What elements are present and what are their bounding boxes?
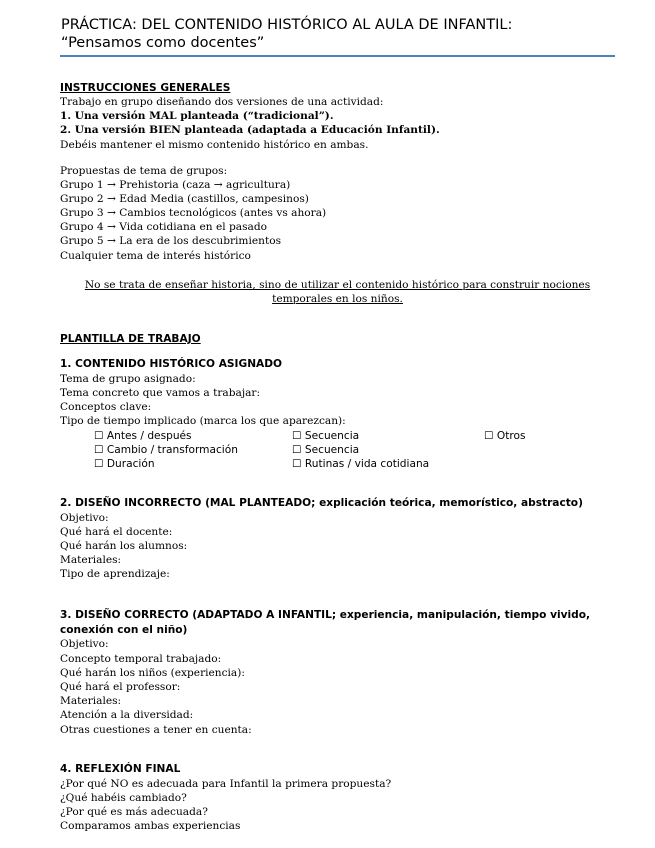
checkbox-cambio[interactable] [94, 443, 238, 457]
checkbox-label: Cambio / transformación [106, 444, 238, 456]
checkbox-label: Duración [106, 458, 155, 470]
section-1-field-group-topic: Tema de grupo asignado: [60, 373, 196, 385]
proposal-other: Cualquier tema de interés histórico [60, 250, 251, 262]
section-1-heading: 1. CONTENIDO HISTÓRICO ASIGNADO [60, 358, 283, 370]
checkbox-label: Otros [496, 430, 526, 442]
proposal-group-3: Grupo 3 → Cambios tecnológicos (antes vs ahora) [60, 207, 327, 219]
section-3-field-teacher: Qué hará el professor: [60, 681, 181, 693]
emphasis-note [60, 278, 615, 306]
proposals-heading: Propuestas de tema de grupos: [60, 165, 228, 177]
section-4-question-3: ¿Por qué es más adecuada? [60, 806, 208, 818]
document-title [61, 16, 512, 52]
section-4-heading: 4. REFLEXIÓN FINAL [60, 763, 181, 775]
section-3-field-children: Qué harán los niños (experiencia): [60, 667, 245, 679]
proposal-group-5: Grupo 5 → La era de los descubrimientos [60, 235, 282, 247]
section-2-field-materials: Materiales: [60, 554, 122, 566]
checkbox-label: Secuencia [304, 444, 360, 456]
section-3-field-diversity: Atención a la diversidad: [60, 709, 194, 721]
proposal-group-2: Grupo 2 → Edad Media (castillos, campesinos) [60, 193, 309, 205]
title-line-1: PRÁCTICA: DEL CONTENIDO HISTÓRICO AL AULA DE INFANTIL: [61, 17, 513, 33]
section-2-field-students: Qué harán los alumnos: [60, 540, 188, 552]
checkbox-label: Antes / después [106, 430, 192, 442]
checkbox-icon: ☐ [292, 458, 302, 470]
checkbox-icon: ☐ [94, 444, 104, 456]
checkbox-label: Secuencia [304, 430, 360, 442]
checkbox-secuencia-1[interactable] [292, 429, 359, 443]
section-4-question-1: ¿Por qué NO es adecuada para Infantil la primera propuesta? [60, 778, 392, 790]
checkbox-secuencia-2[interactable] [292, 443, 359, 457]
proposal-group-4: Grupo 4 → Vida cotidiana en el pasado [60, 221, 267, 233]
title-divider [60, 55, 615, 57]
section-4-question-2: ¿Qué habéis cambiado? [60, 792, 187, 804]
title-line-2: “Pensamos como docentes” [61, 35, 265, 51]
section-2-field-teacher: Qué hará el docente: [60, 526, 173, 538]
section-3-field-concept: Concepto temporal trabajado: [60, 653, 222, 665]
checkbox-icon: ☐ [94, 458, 104, 470]
section-3-field-other: Otras cuestiones a tener en cuenta: [60, 724, 252, 736]
checkbox-icon: ☐ [292, 430, 302, 442]
instructions-note: Debéis mantener el mismo contenido histórico en ambas. [60, 139, 369, 151]
checkbox-icon: ☐ [292, 444, 302, 456]
emphasis-line-2: temporales en los niños. [272, 293, 403, 305]
section-3-field-objective: Objetivo: [60, 638, 109, 650]
checkbox-antes-despues[interactable] [94, 429, 192, 443]
section-1-field-concrete-topic: Tema concreto que vamos a trabajar: [60, 387, 261, 399]
instructions-item-2: 2. Una versión BIEN planteada (adaptada a Educación Infantil). [60, 124, 440, 136]
instructions-heading: INSTRUCCIONES GENERALES [60, 82, 231, 94]
section-4-question-4: Comparamos ambas experiencias [60, 820, 241, 832]
proposal-group-1: Grupo 1 → Prehistoria (caza → agricultura) [60, 179, 291, 191]
checkbox-label: Rutinas / vida cotidiana [304, 458, 430, 470]
checkbox-icon: ☐ [94, 430, 104, 442]
section-2-field-learning-type: Tipo de aprendizaje: [60, 568, 170, 580]
checkbox-otros[interactable] [484, 429, 526, 443]
checkbox-icon: ☐ [484, 430, 494, 442]
section-1-field-time-type: Tipo de tiempo implicado (marca los que aparezcan): [60, 415, 346, 427]
emphasis-line-1: No se trata de enseñar historia, sino de utilizar el contenido histórico para construir nociones [84, 279, 591, 291]
checkbox-rutinas[interactable] [292, 457, 429, 471]
instructions-item-1: 1. Una versión MAL planteada (“tradicional”). [60, 110, 334, 122]
checkbox-duracion[interactable] [94, 457, 155, 471]
instructions-intro: Trabajo en grupo diseñando dos versiones de una actividad: [60, 96, 384, 108]
section-1-field-key-concepts: Conceptos clave: [60, 401, 152, 413]
section-3-heading: 3. DISEÑO CORRECTO (ADAPTADO A INFANTIL; experiencia, manipulación, tiempo vivido, conexión con el niño) [60, 609, 591, 636]
section-3-field-materials: Materiales: [60, 695, 122, 707]
section-2-field-objective: Objetivo: [60, 512, 109, 524]
template-heading: PLANTILLA DE TRABAJO [60, 333, 201, 345]
section-2-heading: 2. DISEÑO INCORRECTO (MAL PLANTEADO; explicación teórica, memorístico, abstracto) [60, 497, 583, 509]
